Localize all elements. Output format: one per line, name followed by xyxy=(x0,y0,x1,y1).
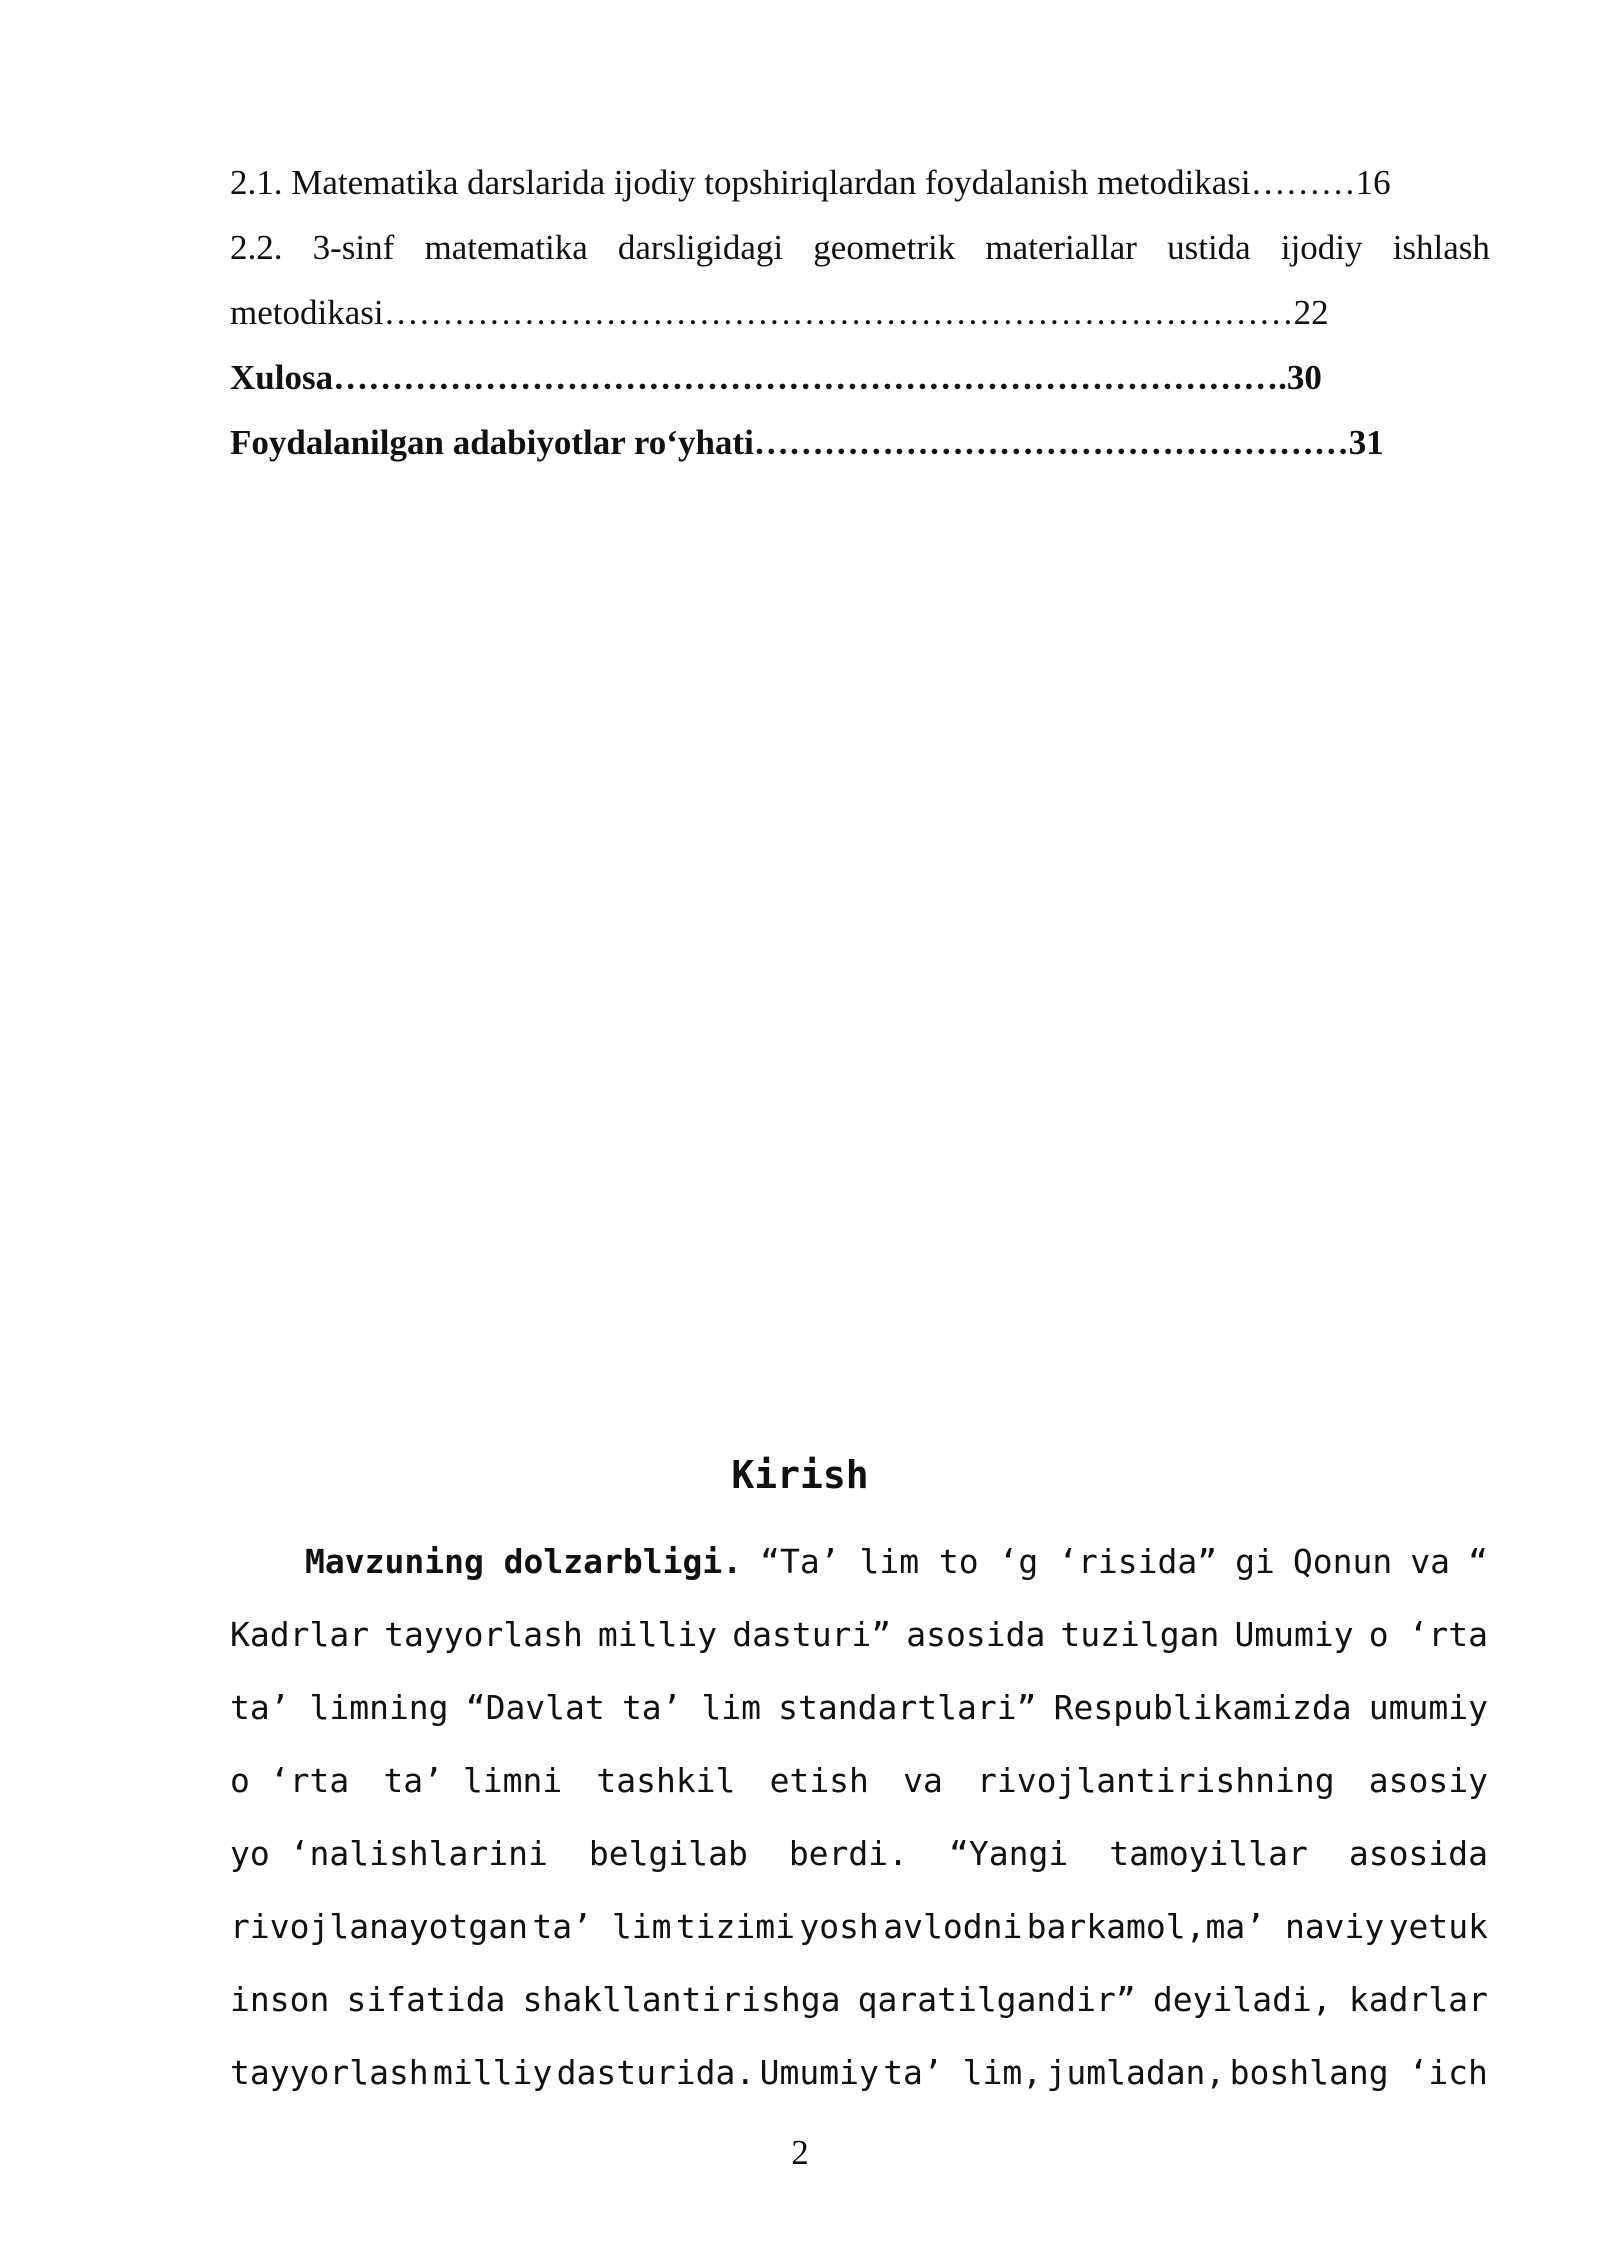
paragraph-word: belgilab xyxy=(588,1834,748,1873)
toc-word: 2.2. xyxy=(230,228,283,267)
paragraph-word: va xyxy=(1410,1542,1451,1581)
paragraph-lead: Mavzuning dolzarbligi. xyxy=(305,1542,743,1581)
paragraph-word: milliy xyxy=(597,1615,718,1654)
paragraph-word: ta’ lim, xyxy=(883,2053,1043,2092)
paragraph-word: “ xyxy=(1468,1542,1488,1581)
table-of-contents xyxy=(230,150,1490,475)
paragraph-word: gi xyxy=(1235,1542,1275,1581)
paragraph-word: tamoyillar xyxy=(1109,1834,1308,1873)
paragraph-word: o ‘rta xyxy=(1368,1615,1488,1654)
paragraph-word: jumladan, xyxy=(1046,2053,1226,2092)
paragraph-line xyxy=(230,1963,1488,2036)
paragraph-word: “Davlat xyxy=(465,1688,605,1727)
toc-item-2-1: 2.1. Matematika darslarida ijodiy topshiriqlardan foydalanish metodikasi………16 xyxy=(230,163,1391,202)
paragraph-word: milliy xyxy=(433,2053,553,2092)
paragraph-word: “Yangi xyxy=(949,1834,1069,1873)
paragraph-word: asosida xyxy=(906,1615,1046,1654)
paragraph-line xyxy=(230,1671,1488,1744)
paragraph-word: dasturida. xyxy=(556,2053,756,2092)
body-paragraph xyxy=(230,1525,1488,2109)
paragraph-word: Qonun xyxy=(1292,1542,1393,1581)
paragraph-word: va xyxy=(903,1761,943,1800)
section-title: Kirish xyxy=(731,1453,869,1497)
paragraph-word: qaratilgandir” xyxy=(857,1980,1136,2019)
paragraph-word: yetuk xyxy=(1388,1907,1488,1946)
paragraph-word: yosh xyxy=(799,1907,879,1946)
toc-word: materiallar xyxy=(985,228,1137,267)
paragraph-word: tayyorlash xyxy=(230,2053,429,2092)
paragraph-word: asosida xyxy=(1348,1834,1488,1873)
paragraph-word: deyiladi, xyxy=(1152,1980,1332,2019)
paragraph-word: standartlari” xyxy=(778,1688,1037,1727)
paragraph-word: umumiy xyxy=(1368,1688,1488,1727)
paragraph-word: dasturi” xyxy=(732,1615,892,1654)
paragraph-word: Respublikamizda xyxy=(1053,1688,1352,1727)
paragraph-word: sifatida xyxy=(346,1980,506,2019)
toc-word: ijodiy xyxy=(1280,228,1363,267)
paragraph-line xyxy=(230,1744,1488,1817)
toc-word: matematika xyxy=(424,228,588,267)
toc-word: 3-sinf xyxy=(312,228,395,267)
paragraph-line xyxy=(230,1817,1488,1890)
paragraph-word: Umumiy xyxy=(1234,1615,1354,1654)
paragraph-word: shakllantirishga xyxy=(522,1980,841,2019)
paragraph-word: etish xyxy=(769,1761,869,1800)
paragraph-word: ta’ limni xyxy=(383,1761,563,1800)
toc-word: ishlash xyxy=(1392,228,1490,267)
paragraph-word: kadrlar xyxy=(1348,1980,1488,2019)
toc-item-2-2 xyxy=(230,215,1490,280)
toc-word: darsligidagi xyxy=(617,228,784,267)
toc-item-2-2-continuation: metodikasi……………………………………………………………………22 xyxy=(230,293,1329,332)
paragraph-line xyxy=(230,2036,1488,2109)
paragraph-word: Umumiy xyxy=(759,2053,879,2092)
paragraph-word: boshlang ‘ich xyxy=(1229,2053,1488,2092)
toc-item-xulosa: Xulosa……………………………………………………………………….30 xyxy=(230,358,1322,397)
paragraph-word: tizimi xyxy=(675,1907,796,1946)
paragraph-word: tayyorlash xyxy=(384,1615,583,1654)
paragraph-word: “Ta’ lim to ‘g ‘risida” xyxy=(760,1542,1218,1581)
paragraph-line xyxy=(230,1890,1488,1963)
paragraph-word: berdi. xyxy=(788,1834,909,1873)
paragraph-word: ta’ lim xyxy=(532,1907,672,1946)
paragraph-word: barkamol,ma’ naviy xyxy=(1026,1907,1385,1946)
paragraph-word: inson xyxy=(230,1980,330,2019)
toc-item-adabiyotlar: Foydalanilgan adabiyotlar ro‘yhati……………………………………………31 xyxy=(230,423,1384,462)
paragraph-line xyxy=(230,1525,1488,1598)
paragraph-word: Kadrlar xyxy=(230,1615,370,1654)
paragraph-word: tuzilgan xyxy=(1060,1615,1220,1654)
paragraph-word: ta’ limning xyxy=(230,1688,449,1727)
page-number: 2 xyxy=(791,2133,809,2172)
paragraph-word: asosiy xyxy=(1368,1761,1488,1800)
paragraph-word: o ‘rta xyxy=(230,1761,350,1800)
paragraph-word: tashkil xyxy=(596,1761,736,1800)
paragraph-word: rivojlanayotgan xyxy=(230,1907,529,1946)
paragraph-word: ta’ lim xyxy=(621,1688,762,1727)
toc-word: geometrik xyxy=(813,228,956,267)
paragraph-word: rivojlantirishning xyxy=(976,1761,1335,1800)
toc-word: ustida xyxy=(1167,228,1251,267)
paragraph-word: avlodni xyxy=(883,1907,1023,1946)
paragraph-word: yo ‘nalishlarini xyxy=(230,1834,548,1873)
paragraph-line xyxy=(230,1598,1488,1671)
